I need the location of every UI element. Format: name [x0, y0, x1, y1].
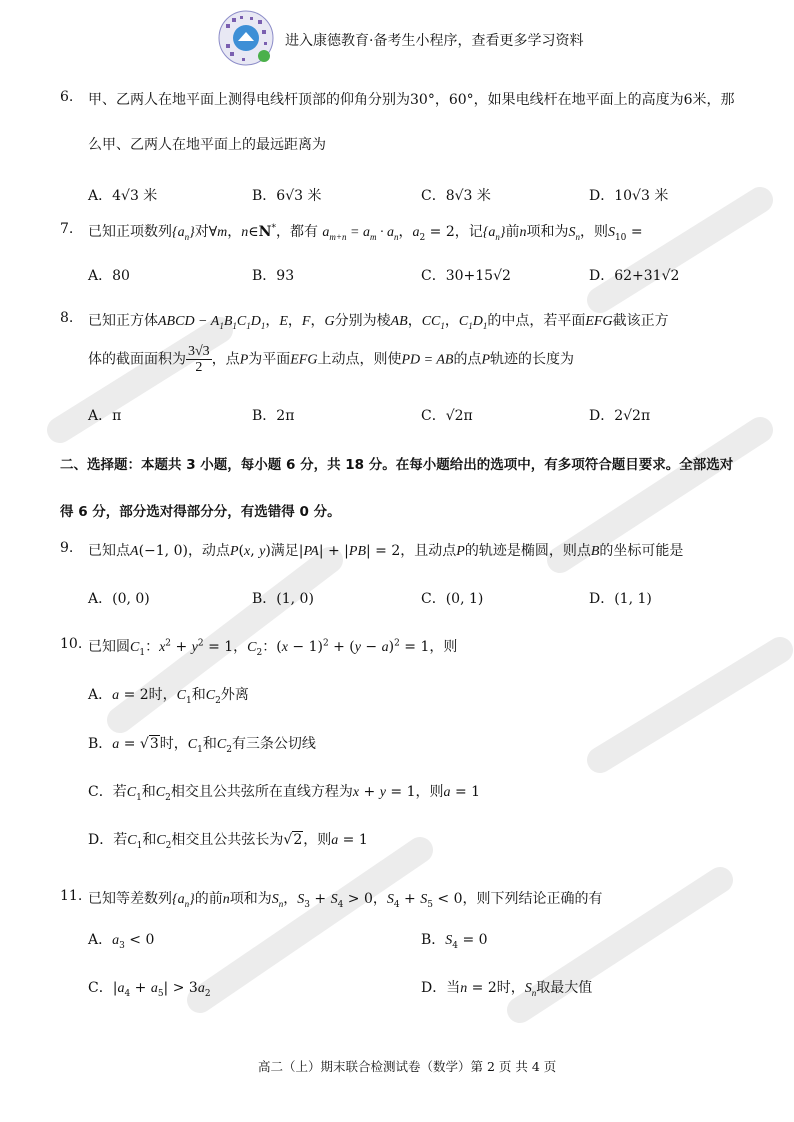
- q10-number: 10.: [60, 636, 83, 652]
- q6-option-a[interactable]: A．4√3 米: [88, 188, 158, 204]
- section2-heading-line1: 二、选择题：本题共 3 小题，每小题 6 分，共 18 分。在每小题给出的选项中，有多项符合题目要求。全部选对: [60, 457, 734, 473]
- q9-option-c[interactable]: C．(0, 1): [421, 591, 484, 607]
- q10-option-c[interactable]: C．若$C_1$和$C_2$相交且公共弦所在直线方程为x + y = 1，则a = 1: [88, 784, 481, 803]
- q7-stem: 已知正项数列$\{a_n\}$对∀m，n∈N*，都有 $a_{m+n} = a_m \cdot a_n$，$a_2 = 2$，记$\{a_n\}$前n项和为$S_n$，则$S_{10}$ =: [88, 223, 643, 243]
- q7-option-c[interactable]: C．30+15√2: [421, 268, 511, 284]
- q10-option-a[interactable]: A．a = 2时，$C_1$和$C_2$外离: [88, 687, 249, 706]
- q10-option-d[interactable]: D．若$C_1$和$C_2$相交且公共弦长为√2，则a = 1: [88, 832, 368, 851]
- q9-stem: 已知点A(−1, 0)，动点P(x, y)满足|PA| + |PB| = 2，且动点P的轨迹是椭圆，则点B的坐标可能是: [88, 543, 684, 559]
- q8-option-d[interactable]: D．2√2π: [589, 408, 651, 424]
- q11-option-c[interactable]: C．$|a_4 + a_5| > 3a_2$: [88, 980, 211, 999]
- q7-option-d[interactable]: D．62+31√2: [589, 268, 680, 284]
- q6-stem-line1: 甲、乙两人在地平面上测得电线杆顶部的仰角分别为30°，60°，如果电线杆在地平面上的高度为6米，那: [88, 92, 735, 108]
- q9-option-b[interactable]: B．(1, 0): [252, 591, 314, 607]
- q8-option-a[interactable]: A．π: [88, 408, 122, 424]
- q6-option-d[interactable]: D．10√3 米: [589, 188, 669, 204]
- q6-option-b[interactable]: B．6√3 米: [252, 188, 322, 204]
- q8-option-c[interactable]: C．√2π: [421, 408, 473, 424]
- q7-option-b[interactable]: B．93: [252, 268, 295, 284]
- q11-stem: 已知等差数列$\{a_n\}$的前n项和为$S_n$，$S_3 + S_4 > 0$，$S_4 + S_5 < 0$，则下列结论正确的有: [88, 891, 603, 910]
- q11-option-a[interactable]: A．$a_3 < 0$: [88, 932, 155, 951]
- q6-stem-line2: 么甲、乙两人在地平面上的最远距离为: [88, 137, 326, 153]
- q9-number: 9.: [60, 540, 74, 556]
- q11-option-b[interactable]: B．$S_4 = 0$: [421, 932, 488, 951]
- header-text: 进入康德教育·备考生小程序，查看更多学习资料: [285, 33, 584, 49]
- q9-option-a[interactable]: A．(0, 0): [88, 591, 150, 607]
- page-footer: 高二（上）期末联合检测试卷（数学）第 2 页 共 4 页: [258, 1059, 557, 1074]
- q6-option-c[interactable]: C．8√3 米: [421, 188, 491, 204]
- q6-number: 6.: [60, 89, 74, 105]
- q11-option-d[interactable]: D．当n = 2时，$S_n$取最大值: [421, 980, 593, 998]
- q10-stem: 已知圆$C_1$：$x^2 + y^2 = 1$，$C_2$：$(x - 1)^2 + (y - a)^2 = 1$，则: [88, 638, 458, 658]
- q9-option-d[interactable]: D．(1, 1): [589, 591, 652, 607]
- q11-number: 11.: [60, 888, 83, 904]
- q7-number: 7.: [60, 221, 74, 237]
- section2-heading-line2: 得 6 分，部分选对得部分分，有选错得 0 分。: [60, 504, 341, 520]
- mini-program-qr-icon[interactable]: [218, 10, 274, 66]
- q8-stem-line1: 已知正方体ABCD − $A_1B_1C_1D_1$，E，F，G分别为棱AB，$CC_1$，$C_1D_1$的中点，若平面EFG截该正方: [88, 313, 669, 331]
- q8-option-b[interactable]: B．2π: [252, 408, 295, 424]
- q10-option-b[interactable]: B．a = √3时，$C_1$和$C_2$有三条公切线: [88, 736, 316, 755]
- q8-stem-line2: 体的截面面积为 $\frac{3√3}{2}$ ，点P为平面EFG上动点，则使PD = AB的点P轨迹的长度为: [88, 344, 574, 375]
- q7-option-a[interactable]: A．80: [88, 268, 130, 284]
- q8-number: 8.: [60, 310, 74, 326]
